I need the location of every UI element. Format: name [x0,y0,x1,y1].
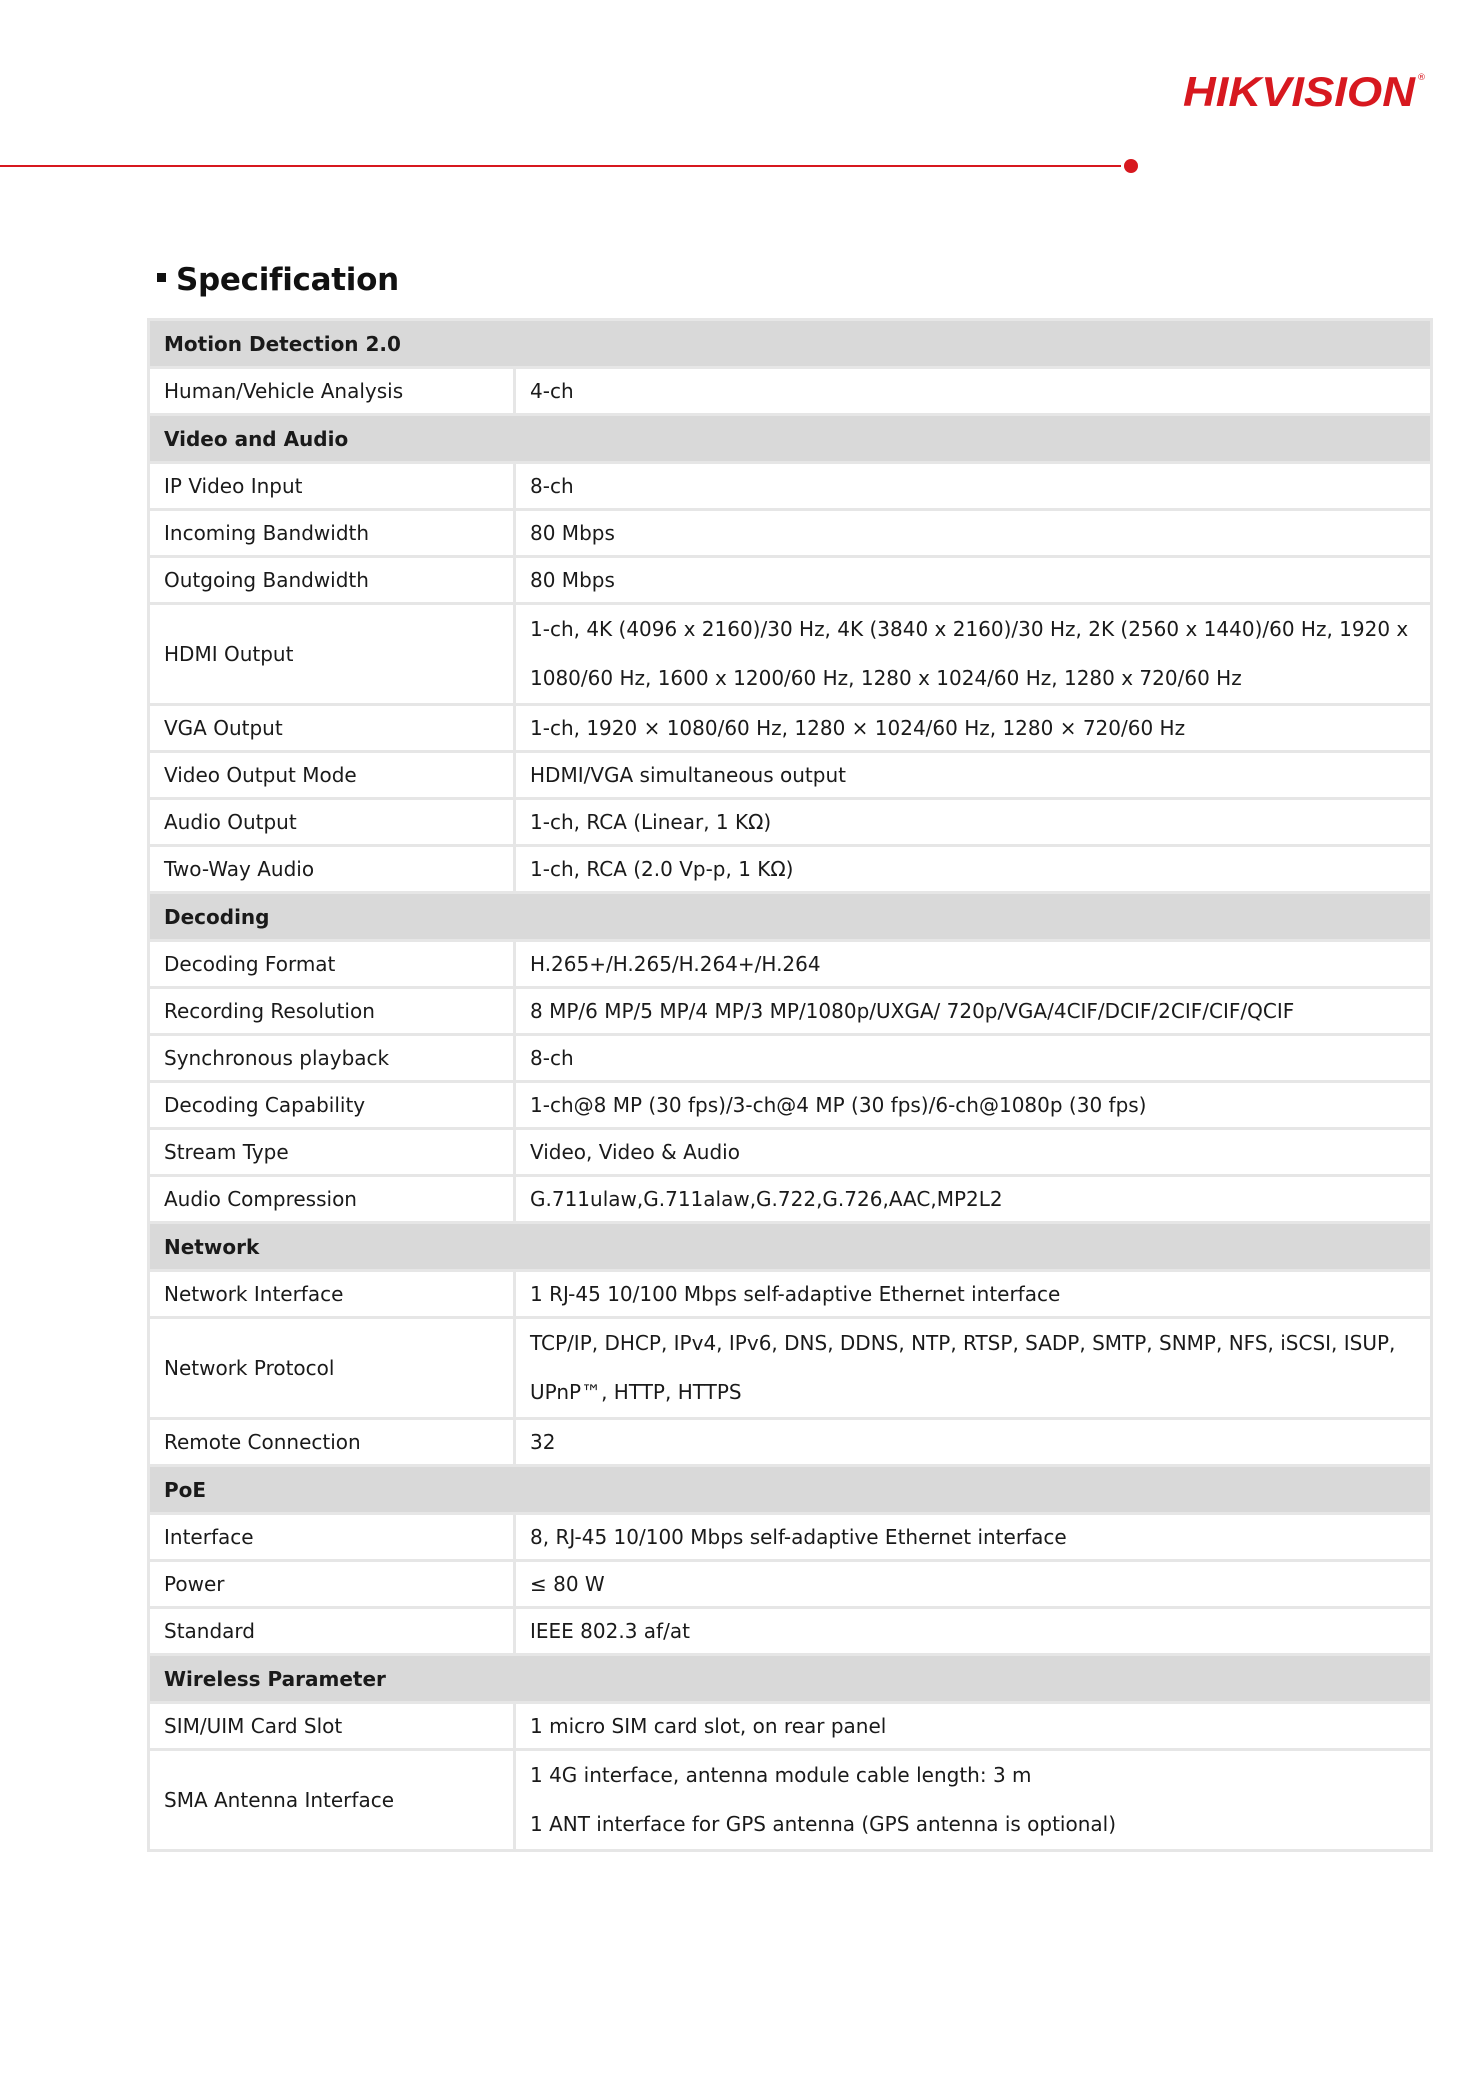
spec-group-header [149,415,1432,463]
specification-table [147,318,1433,1852]
spec-value-line: 8-ch [530,1046,574,1070]
spec-group-title: Motion Detection 2.0 [149,320,1432,368]
section-heading-text: Specification [176,262,399,298]
spec-value [515,799,1432,846]
spec-label: VGA Output [149,705,515,752]
spec-value-line: 1-ch, 4K (4096 x 2160)/30 Hz, 4K (3840 x 2160)/30 Hz, 2K (2560 x 1440)/60 Hz, 1920 x [530,617,1409,641]
spec-row [149,1561,1432,1608]
hikvision-logo [1183,66,1427,116]
spec-label: Audio Output [149,799,515,846]
spec-row [149,799,1432,846]
spec-row [149,557,1432,604]
header-rule [0,165,1121,167]
spec-group-title: Video and Audio [149,415,1432,463]
spec-value [515,368,1432,415]
spec-label: Decoding Capability [149,1082,515,1129]
spec-value-line: TCP/IP, DHCP, IPv4, IPv6, DNS, DDNS, NTP, RTSP, SADP, SMTP, SNMP, NFS, iSCSI, ISUP, [530,1331,1396,1355]
spec-value-line: HDMI/VGA simultaneous output [530,763,846,787]
spec-label: Video Output Mode [149,752,515,799]
spec-row [149,604,1432,705]
spec-value [515,463,1432,510]
spec-value-line: 1-ch, RCA (2.0 Vp-p, 1 KΩ) [530,857,794,881]
spec-value-line: 8, RJ-45 10/100 Mbps self-adaptive Ethernet interface [530,1525,1067,1549]
header-rule-dot [1124,159,1138,173]
spec-label: Interface [149,1514,515,1561]
spec-label: Standard [149,1608,515,1655]
spec-label: Two-Way Audio [149,846,515,893]
spec-value [515,1129,1432,1176]
spec-group-header [149,1466,1432,1514]
spec-group-title: Wireless Parameter [149,1655,1432,1703]
spec-row [149,1271,1432,1318]
heading-bullet-icon [157,273,166,282]
spec-value-line: 1 4G interface, antenna module cable length: 3 m [530,1763,1032,1787]
spec-value [515,1176,1432,1223]
spec-row [149,1035,1432,1082]
spec-value [515,1608,1432,1655]
spec-value-line: IEEE 802.3 af/at [530,1619,690,1643]
spec-group-title: Network [149,1223,1432,1271]
spec-label: HDMI Output [149,604,515,705]
spec-value-line: 1-ch@8 MP (30 fps)/3-ch@4 MP (30 fps)/6-ch@1080p (30 fps) [530,1093,1147,1117]
spec-label: Network Protocol [149,1318,515,1419]
spec-label: Outgoing Bandwidth [149,557,515,604]
spec-label: Network Interface [149,1271,515,1318]
spec-value [515,1271,1432,1318]
spec-value [515,705,1432,752]
spec-label: Audio Compression [149,1176,515,1223]
spec-value [515,1703,1432,1750]
spec-value-line: 8-ch [530,474,574,498]
spec-value [515,752,1432,799]
spec-value-line: 1-ch, 1920 × 1080/60 Hz, 1280 × 1024/60 Hz, 1280 × 720/60 Hz [530,716,1186,740]
spec-row [149,1514,1432,1561]
spec-group-header [149,320,1432,368]
spec-row [149,1703,1432,1750]
spec-row [149,368,1432,415]
spec-value [515,941,1432,988]
spec-value-line: H.265+/H.265/H.264+/H.264 [530,952,821,976]
spec-value-line: 1 micro SIM card slot, on rear panel [530,1714,887,1738]
spec-value [515,988,1432,1035]
spec-value-line: 32 [530,1430,556,1454]
spec-value-line: 1 ANT interface for GPS antenna (GPS antenna is optional) [530,1812,1117,1836]
spec-row [149,941,1432,988]
spec-row [149,988,1432,1035]
spec-value [515,1561,1432,1608]
spec-label: Incoming Bandwidth [149,510,515,557]
spec-row [149,1608,1432,1655]
spec-label: Synchronous playback [149,1035,515,1082]
spec-value [515,1082,1432,1129]
spec-row [149,846,1432,893]
section-heading [157,262,399,298]
spec-label: Recording Resolution [149,988,515,1035]
spec-group-header [149,1223,1432,1271]
spec-row [149,1419,1432,1466]
spec-row [149,1176,1432,1223]
registered-mark-icon: ® [1417,73,1426,83]
spec-value [515,1318,1432,1419]
spec-row [149,705,1432,752]
spec-value [515,604,1432,705]
hikvision-logo-mark [1183,66,1427,116]
spec-value-line: 80 Mbps [530,568,615,592]
spec-row [149,463,1432,510]
spec-value-line: 1080/60 Hz, 1600 x 1200/60 Hz, 1280 x 1024/60 Hz, 1280 x 720/60 Hz [530,666,1242,690]
spec-value [515,1514,1432,1561]
spec-value-line: UPnP™, HTTP, HTTPS [530,1380,742,1404]
spec-label: Remote Connection [149,1419,515,1466]
spec-value [515,1035,1432,1082]
spec-group-title: Decoding [149,893,1432,941]
spec-value-line: 4-ch [530,379,574,403]
specification-table-body [149,320,1432,1851]
spec-label: SMA Antenna Interface [149,1750,515,1851]
spec-value-line: Video, Video & Audio [530,1140,740,1164]
spec-value [515,846,1432,893]
spec-value [515,557,1432,604]
spec-label: Human/Vehicle Analysis [149,368,515,415]
spec-value [515,1750,1432,1851]
spec-label: IP Video Input [149,463,515,510]
spec-group-header [149,1655,1432,1703]
hikvision-logo-text: HIKVISION [1183,68,1417,115]
spec-row [149,510,1432,557]
spec-row [149,1129,1432,1176]
spec-row [149,1318,1432,1419]
spec-row [149,1082,1432,1129]
spec-row [149,752,1432,799]
spec-label: SIM/UIM Card Slot [149,1703,515,1750]
spec-value-line: 8 MP/6 MP/5 MP/4 MP/3 MP/1080p/UXGA/ 720p/VGA/4CIF/DCIF/2CIF/CIF/QCIF [530,999,1295,1023]
spec-value [515,1419,1432,1466]
spec-value-line: 1-ch, RCA (Linear, 1 KΩ) [530,810,772,834]
spec-label: Decoding Format [149,941,515,988]
spec-value-line: 1 RJ-45 10/100 Mbps self-adaptive Ethernet interface [530,1282,1061,1306]
spec-value [515,510,1432,557]
spec-row [149,1750,1432,1851]
spec-value-line: G.711ulaw,G.711alaw,G.722,G.726,AAC,MP2L2 [530,1187,1003,1211]
spec-label: Stream Type [149,1129,515,1176]
spec-value-line: ≤ 80 W [530,1572,605,1596]
spec-group-title: PoE [149,1466,1432,1514]
spec-value-line: 80 Mbps [530,521,615,545]
spec-group-header [149,893,1432,941]
spec-label: Power [149,1561,515,1608]
